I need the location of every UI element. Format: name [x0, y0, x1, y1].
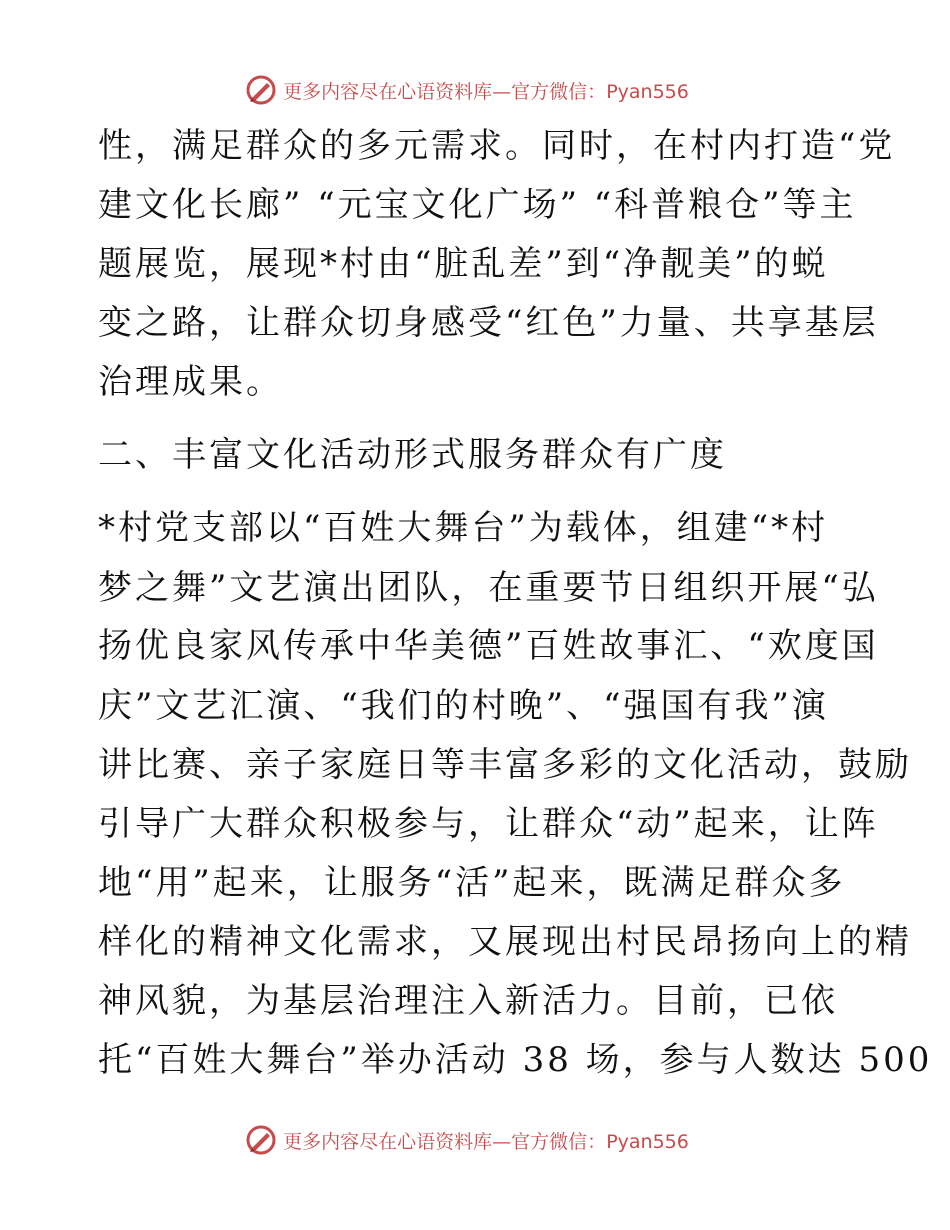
header-separator: — — [492, 80, 512, 103]
footer-separator: — — [492, 1130, 512, 1153]
document-body — [98, 120, 933, 1080]
footer-banner-inner — [245, 1124, 689, 1156]
text-line: 托“百姓大舞台”举办活动 38 场，参与人数达 500 — [98, 1040, 933, 1080]
text-line: 庆”文艺汇演、“我们的村晚”、“强国有我”演 — [98, 686, 829, 726]
pen-logo-icon — [245, 74, 277, 106]
text-line: 题展览，展现*村由“脏乱差”到“净靓美”的蜕 — [98, 244, 829, 284]
text-line: 引导广大群众积极参与，让群众“动”起来，让阵 — [98, 804, 879, 844]
header-text — [283, 77, 689, 104]
header-banner-inner — [245, 74, 689, 106]
text-line: 扬优良家风传承中华美德”百姓故事汇、“欢度国 — [98, 626, 879, 666]
text-line: 样化的精神文化需求，又展现出村民昂扬向上的精 — [98, 922, 912, 962]
header-banner — [0, 70, 950, 110]
header-wechat-id: Pyan556 — [606, 80, 689, 103]
footer-wechat-id: Pyan556 — [606, 1130, 689, 1153]
footer-banner — [0, 1120, 950, 1160]
header-wechat-label: 官方微信： — [511, 80, 607, 103]
text-line: 梦之舞”文艺演出团队，在重要节日组织开展“弘 — [98, 568, 879, 608]
text-line: 神风貌，为基层治理注入新活力。目前，已依 — [98, 981, 838, 1021]
pen-logo-icon — [245, 1124, 277, 1156]
text-line: 建文化长廊” “元宝文化广场” “科普粮仓”等主 — [98, 185, 857, 225]
text-line: 地“用”起来，让服务“活”起来，既满足群众多 — [98, 863, 846, 903]
text-line: 性，满足群众的多元需求。同时，在村内打造“党 — [98, 126, 896, 166]
footer-wechat-label: 官方微信： — [511, 1130, 607, 1153]
footer-brand: 更多内容尽在心语资料库 — [283, 1130, 493, 1153]
text-line: 变之路，让群众切身感受“红色”力量、共享基层 — [98, 303, 879, 343]
text-line: 治理成果。 — [98, 362, 283, 402]
text-line: *村党支部以“百姓大舞台”为载体，组建“*村 — [98, 508, 829, 548]
section-heading: 二、丰富文化活动形式服务群众有广度 — [98, 435, 727, 475]
footer-text — [283, 1127, 689, 1154]
text-line: 讲比赛、亲子家庭日等丰富多彩的文化活动，鼓励 — [98, 745, 912, 785]
header-brand: 更多内容尽在心语资料库 — [283, 80, 493, 103]
